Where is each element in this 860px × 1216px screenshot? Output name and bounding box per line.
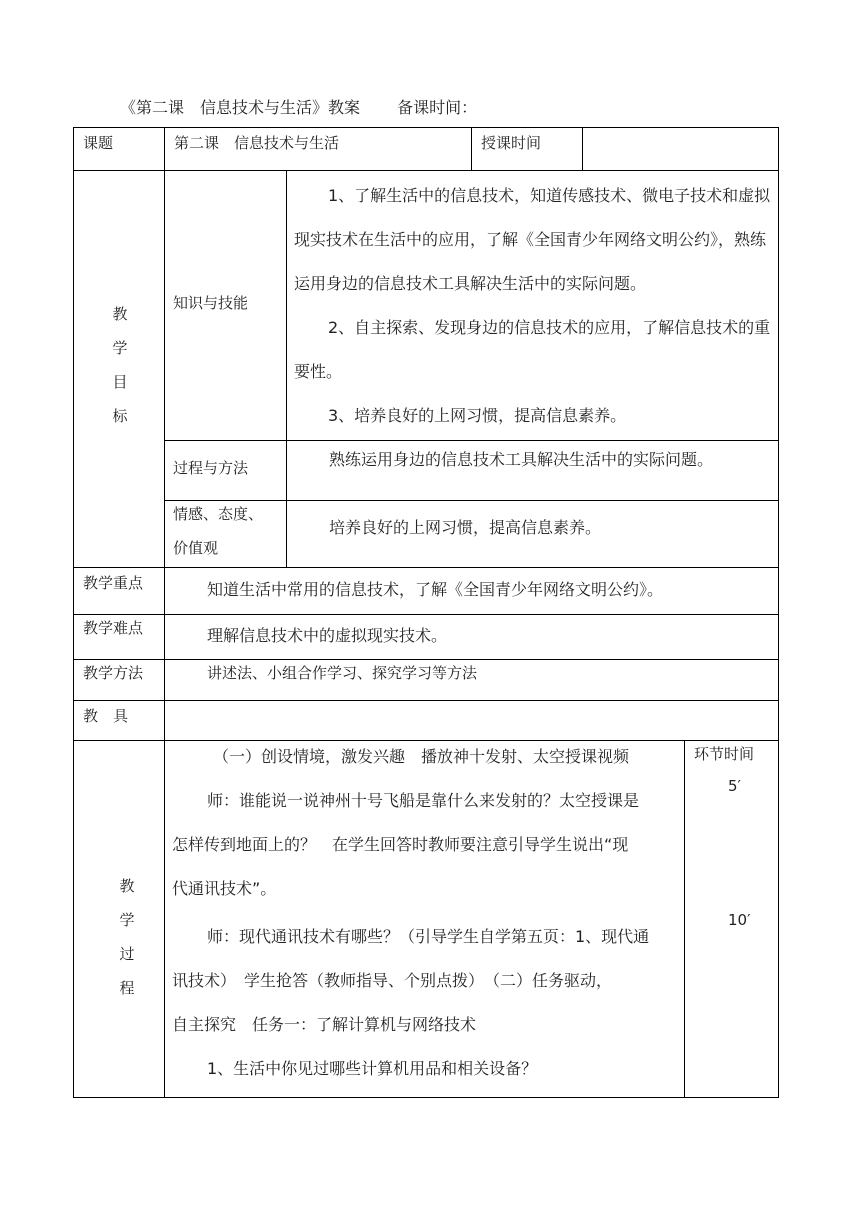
process-label-char: 程 bbox=[119, 979, 135, 997]
process-method-label: 过程与方法 bbox=[173, 459, 249, 477]
process-line: 1、生活中你见过哪些计算机用品和相关设备？ bbox=[207, 1059, 538, 1078]
knowledge-label-cell bbox=[164, 170, 287, 441]
process-method-value-cell bbox=[286, 440, 779, 501]
focus-value: 知道生活中常用的信息技术，了解《全国青少年网络文明公约》。 bbox=[207, 580, 664, 599]
goals-label-char: 学 bbox=[112, 339, 128, 357]
goals-label-char: 教 bbox=[112, 305, 128, 323]
difficulty-value: 理解信息技术中的虚拟现实技术。 bbox=[207, 626, 448, 645]
focus-label-cell bbox=[73, 567, 165, 615]
phase-time-cell bbox=[684, 740, 779, 1098]
emotion-value: 培养良好的上网习惯，提高信息素养。 bbox=[329, 518, 602, 537]
emotion-label-line1: 情感、态度、 bbox=[173, 505, 264, 523]
method-label-cell bbox=[73, 659, 165, 701]
process-line: 讯技术） 学生抢答（教师指导、个别点拨） （二）任务驱动， bbox=[172, 971, 613, 990]
process-line: 自主探究 任务一：了解计算机与网络技术 bbox=[172, 1015, 477, 1034]
goals-label-char: 目 bbox=[112, 373, 128, 391]
process-content-cell bbox=[164, 740, 685, 1098]
knowledge-content-cell bbox=[286, 170, 779, 441]
process-line: 师：谁能说一说神州十号飞船是靠什么来发射的？太空授课是 bbox=[207, 791, 640, 810]
process-line: 师：现代通讯技术有哪些？（引导学生自学第五页：1、现代通 bbox=[207, 927, 650, 946]
knowledge-para-3: 3、培养良好的上网习惯，提高信息素养。 bbox=[328, 406, 627, 425]
knowledge-para-1: 1、了解生活中的信息技术，知道传感技术、微电子技术和虚拟现实技术在生活中的应用，了解《全国青少年网络文明公约》，熟练运用身边的信息技术工具解决生活中的实际问题。 bbox=[294, 186, 771, 293]
tools-label-cell bbox=[73, 700, 165, 741]
topic-value: 第二课 信息技术与生活 bbox=[174, 134, 340, 152]
goals-label-char: 标 bbox=[112, 407, 128, 425]
goals-label-cell bbox=[73, 170, 165, 568]
teach-time-label: 授课时间 bbox=[481, 134, 542, 152]
method-value: 讲述法、小组合作学习、探究学习等方法 bbox=[207, 664, 478, 682]
process-method-value: 熟练运用身边的信息技术工具解决生活中的实际问题。 bbox=[329, 450, 714, 469]
difficulty-value-cell bbox=[164, 614, 779, 660]
emotion-label-cell bbox=[164, 500, 287, 568]
topic-value-cell bbox=[164, 127, 472, 171]
tools-label: 教 具 bbox=[83, 707, 129, 725]
teach-time-value-cell bbox=[582, 127, 779, 171]
phase-time-2: 10′ bbox=[728, 911, 751, 929]
teach-time-label-cell bbox=[471, 127, 583, 171]
process-label-char: 过 bbox=[119, 945, 135, 963]
process-method-label-cell bbox=[164, 440, 287, 501]
method-label: 教学方法 bbox=[83, 664, 144, 682]
topic-label: 课题 bbox=[83, 134, 114, 152]
phase-time-header: 环节时间 bbox=[694, 745, 755, 763]
difficulty-label: 教学难点 bbox=[83, 619, 144, 637]
process-line: 代通讯技术”。 bbox=[172, 879, 277, 898]
process-line: 怎样传到地面上的？ 在学生回答时教师要注意引导学生说出“现 bbox=[172, 835, 629, 854]
difficulty-label-cell bbox=[73, 614, 165, 660]
phase-time-1: 5′ bbox=[728, 777, 741, 795]
knowledge-para-2: 2、自主探索、发现身边的信息技术的应用，了解信息技术的重要性。 bbox=[294, 318, 771, 381]
process-line: （一）创设情境，激发兴趣 播放神十发射、太空授课视频 bbox=[213, 747, 630, 766]
focus-value-cell bbox=[164, 567, 779, 615]
process-label-char: 教 bbox=[119, 877, 135, 895]
emotion-value-cell bbox=[286, 500, 779, 568]
knowledge-label: 知识与技能 bbox=[173, 294, 249, 312]
process-label-char: 学 bbox=[119, 911, 135, 929]
method-value-cell bbox=[164, 659, 779, 701]
document-title: 《第二课 信息技术与生活》教案 备课时间： bbox=[120, 98, 478, 117]
process-label-cell bbox=[73, 740, 165, 1098]
topic-label-cell bbox=[73, 127, 165, 171]
focus-label: 教学重点 bbox=[83, 574, 144, 592]
emotion-label-line2: 价值观 bbox=[173, 539, 219, 557]
